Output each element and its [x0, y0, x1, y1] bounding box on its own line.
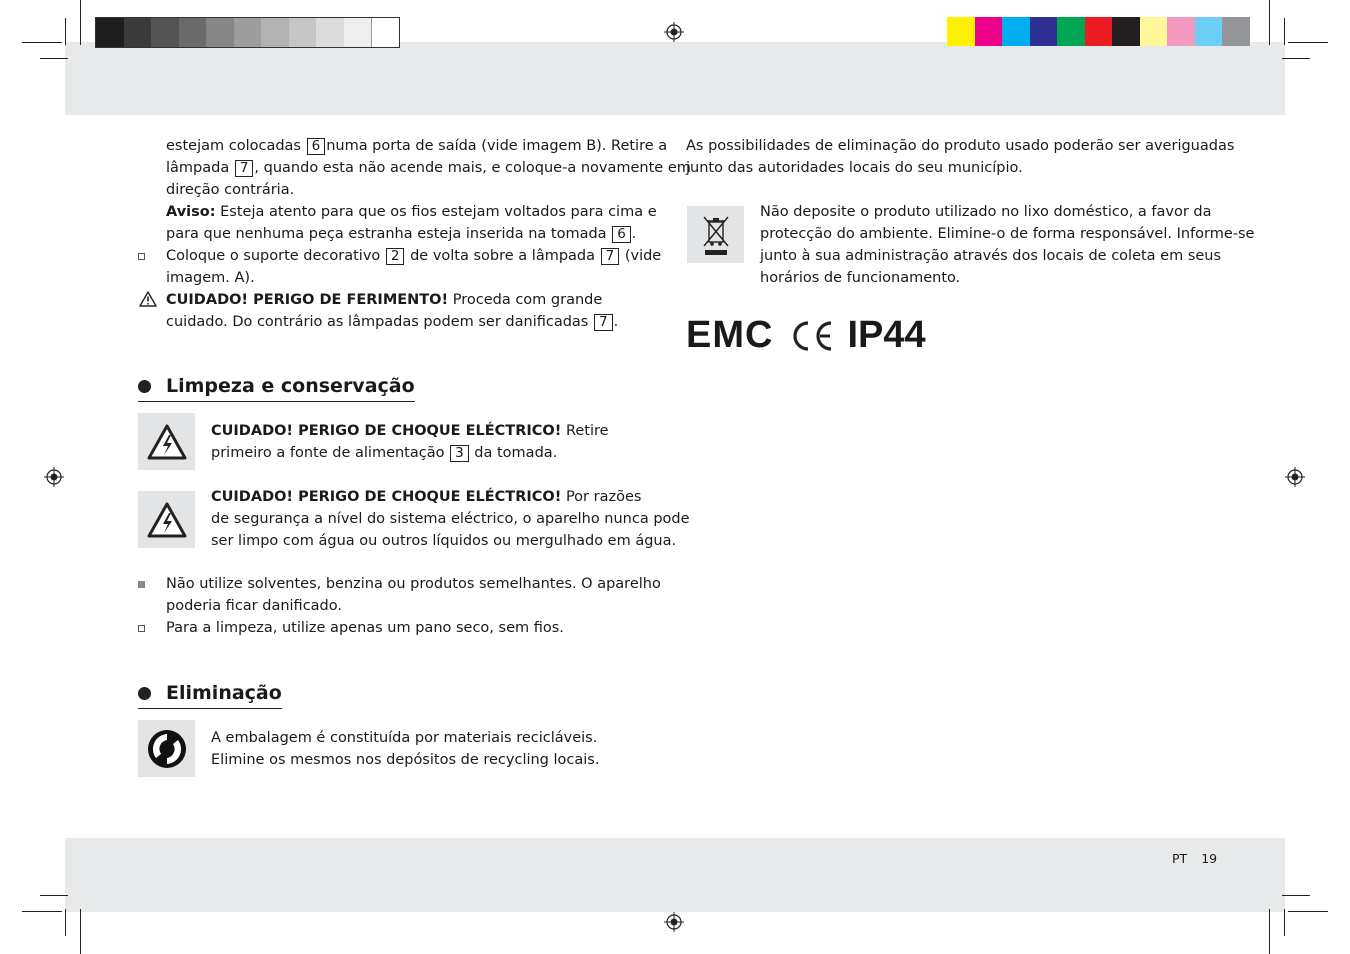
cleaning-list: Não utilize solventes, benzina ou produtos semelhantes. O aparelho poderia ficar danificado. Para a limpeza, utilize apenas um pano seco, sem fios. [166, 573, 661, 639]
registration-mark-icon [664, 22, 684, 42]
crop-mark [80, 909, 81, 954]
page-number: 19 [1201, 851, 1218, 866]
crop-mark [1282, 895, 1310, 896]
bullet-square-filled [138, 581, 145, 588]
electric-shock-icon [147, 502, 187, 538]
ip44-mark: IP44 [847, 314, 926, 356]
crop-mark [22, 911, 62, 912]
page-footer [1172, 851, 1217, 866]
process-color-bar [947, 17, 1250, 46]
color-swatch [1002, 17, 1030, 46]
recycling-box [138, 720, 195, 777]
color-swatch [179, 18, 207, 47]
aviso-label: Aviso: [166, 204, 216, 220]
section-heading-disposal: Eliminação [166, 679, 282, 707]
right-intro-text: As possibilidades de eliminação do produto usado poderão ser averiguadas junto das autoridades locais do seu município. [686, 138, 1235, 176]
heading-bullet [138, 380, 151, 393]
heading-underline [138, 401, 415, 402]
heading-bullet [138, 687, 151, 700]
ref-number: 7 [594, 314, 613, 331]
bullet-square [138, 625, 145, 632]
shock-warning-1: CUIDADO! PERIGO DE CHOQUE ELÉCTRICO! Retire primeiro a fonte de alimentação 3 da tomada. [211, 423, 609, 461]
color-swatch [261, 18, 289, 47]
left-intro-text: estejam colocadas 6 numa porta de saída (vide imagem B). Retire a lâmpada 7 , quando esta não acende mais, e coloque-a novamente em direção contrária. Aviso: Esteja atento para que os fios estejam voltados para cima e para que nenhuma peça estranha esteja inserida na tomada 6 . Coloque o suporte decorativo 2 de volta sobre a lâmpada 7 (vide imagem. A). CUIDADO! PERIGO DE FERIMENTO! Proceda com grande cuidado. Do contrário as lâmpadas podem ser danificadas 7 . [166, 135, 691, 333]
crop-mark [1269, 0, 1270, 45]
color-swatch [371, 18, 399, 47]
color-swatch [206, 18, 234, 47]
ref-number: 7 [601, 248, 620, 265]
section-heading-cleaning: Limpeza e conservação [166, 372, 415, 400]
footer-band [65, 838, 1285, 912]
color-swatch [1195, 17, 1223, 46]
crop-mark [22, 42, 62, 43]
green-dot-recycling-icon [146, 728, 188, 770]
list-item: Coloque o suporte decorativo 2 de volta sobre a lâmpada 7 (vide [166, 245, 691, 267]
ref-number: 2 [386, 248, 405, 265]
heading-underline [138, 708, 282, 709]
packaging-text: A embalagem é constituída por materiais recicláveis. Elimine os mesmos nos depósitos de recycling locais. [211, 730, 600, 768]
color-swatch [1222, 17, 1250, 46]
crop-mark [1288, 911, 1328, 912]
grayscale-color-bar [95, 17, 400, 48]
language-code: PT [1172, 851, 1188, 866]
color-swatch [96, 18, 124, 47]
header-band [65, 42, 1285, 115]
list-item: Para a limpeza, utilize apenas um pano seco, sem fios. [166, 617, 661, 639]
color-swatch [1167, 17, 1195, 46]
crop-mark [1284, 18, 1285, 45]
color-swatch [151, 18, 179, 47]
crop-mark [65, 909, 66, 936]
ref-number: 7 [235, 160, 254, 177]
weee-text: Não deposite o produto utilizado no lixo doméstico, a favor da protecção do ambiente. Elimine-o de forma responsável. Informe-se junto à sua administração através dos locais de coleta em seus horários de funcionamento. [760, 204, 1255, 286]
color-swatch [1030, 17, 1058, 46]
crop-mark [1284, 909, 1285, 936]
bullet-square [138, 253, 145, 260]
registration-mark-icon [664, 912, 684, 932]
ref-number: 3 [450, 445, 469, 462]
color-swatch [316, 18, 344, 47]
conformity-marks [686, 314, 926, 357]
color-swatch [975, 17, 1003, 46]
warning-triangle-icon [139, 291, 157, 307]
color-swatch [234, 18, 262, 47]
weee-box [687, 206, 744, 263]
color-swatch [344, 18, 372, 47]
crop-mark [1288, 42, 1328, 43]
registration-mark-icon [44, 467, 64, 487]
color-swatch [289, 18, 317, 47]
shock-warning-2: CUIDADO! PERIGO DE CHOQUE ELÉCTRICO! Por razões de segurança a nível do sistema eléctrico, o aparelho nunca pode ser limpo com água ou outros líquidos ou mergulhado em água. [211, 489, 690, 549]
crossed-bin-icon [699, 213, 733, 257]
color-swatch [947, 17, 975, 46]
color-swatch [1112, 17, 1140, 46]
color-swatch [1057, 17, 1085, 46]
ref-number: 6 [307, 138, 326, 155]
electric-shock-icon [147, 424, 187, 460]
shock-warning-box [138, 413, 195, 470]
crop-mark [1269, 909, 1270, 954]
color-swatch [1085, 17, 1113, 46]
crop-mark [65, 18, 66, 45]
registration-mark-icon [1285, 467, 1305, 487]
emc-mark: EMC [686, 314, 774, 356]
crop-mark [40, 895, 68, 896]
crop-mark [80, 0, 81, 45]
shock-warning-box [138, 491, 195, 548]
ref-number: 6 [612, 226, 631, 243]
crop-mark [1282, 58, 1310, 59]
caution-line: CUIDADO! PERIGO DE FERIMENTO! Proceda com grande [166, 289, 691, 311]
color-swatch [1140, 17, 1168, 46]
color-swatch [124, 18, 152, 47]
ce-mark-icon [789, 320, 835, 352]
crop-mark [40, 58, 68, 59]
list-item: Não utilize solventes, benzina ou produtos semelhantes. O aparelho [166, 573, 661, 595]
